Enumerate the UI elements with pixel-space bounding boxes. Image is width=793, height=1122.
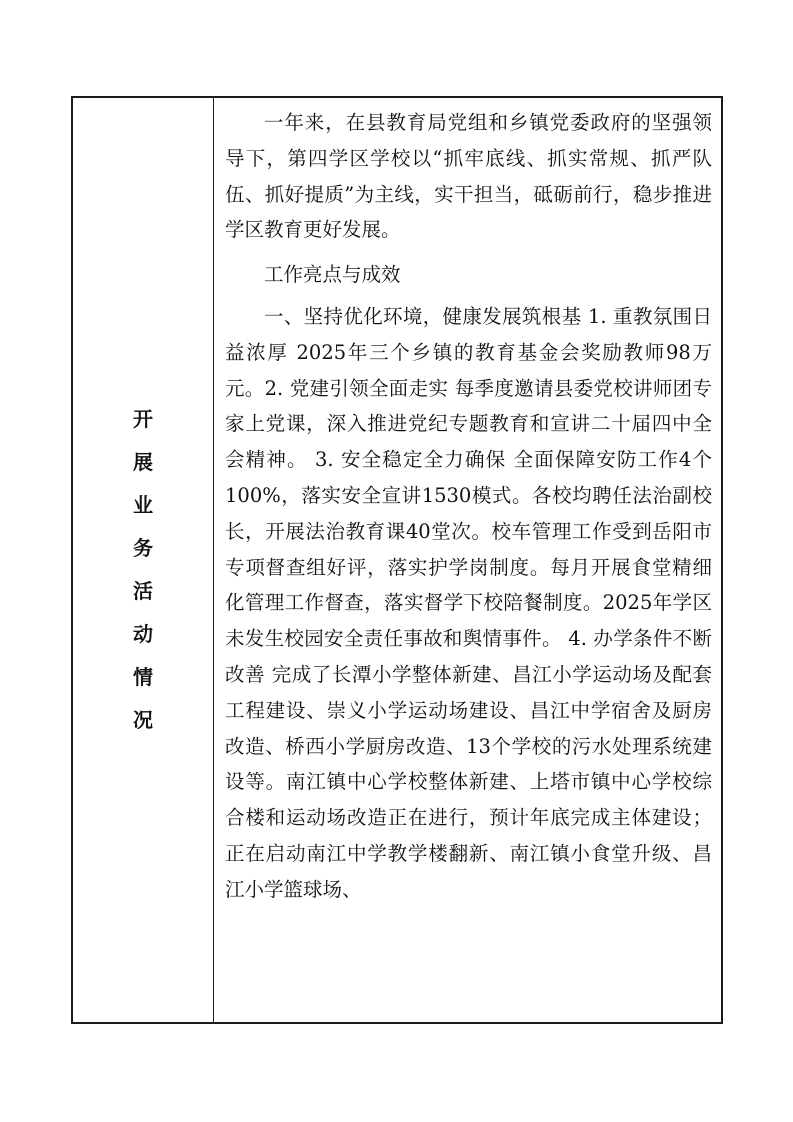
intro-paragraph: 一年来，在县教育局党组和乡镇党委政府的坚强领导下，第四学区学校以“抓牢底线、抓实常规、抓严队伍、抓好提质”为主线，实干担当，砥砺前行，稳步推进学区教育更好发展。 [225,111,712,242]
section-label-char: 业 [133,493,153,517]
section-label-char: 开 [133,407,153,431]
section-label-char: 活 [133,579,153,603]
content-cell [225,105,712,908]
section-heading: 工作亮点与成效 [264,263,401,287]
section-label-char: 展 [133,450,153,474]
body-paragraph: 一、坚持优化环境，健康发展筑根基 1. 重教氛围日益浓厚 2025年三个乡镇的教育基金会奖励教师98万元。2. 党建引领全面走实 每季度邀请县委党校讲师团专家上党课，深入推进党纪专题教育和宣讲二十届四中全会精神。 3. 安全稳定全力确保 全面保障安防工作4个100%，落实安全宣讲1530模式。各校均聘任法治副校长，开展法治教育课40堂次。校车管理工作受到岳阳市专项督查组好评，落实护学岗制度。每月开展食堂精细化管理工作督查，落实督学下校陪餐制度。2025年学区未发生校园安全责任事故和舆情事件。 4. 办学条件不断改善 完成了长潭小学整体新建、昌江小学运动场及配套工程建设、崇义小学运动场建设、昌江中学宿舍及厨房改造、桥西小学厨房改造、13个学校的污水处理系统建设等。南江镇中心学校整体新建、上塔市镇中心学校综合楼和运动场改造正在进行，预计年底完成主体建设；正在启动南江中学教学楼翻新、南江镇小食堂升级、昌江小学篮球场、 [225,304,712,901]
section-label-char: 况 [133,708,153,732]
report-table [71,96,723,1024]
section-label-cell [73,98,213,1022]
section-label [73,398,213,742]
section-label-char: 情 [133,665,153,689]
column-divider [213,98,214,1022]
section-label-char: 务 [133,536,153,560]
section-label-char: 动 [133,622,153,646]
